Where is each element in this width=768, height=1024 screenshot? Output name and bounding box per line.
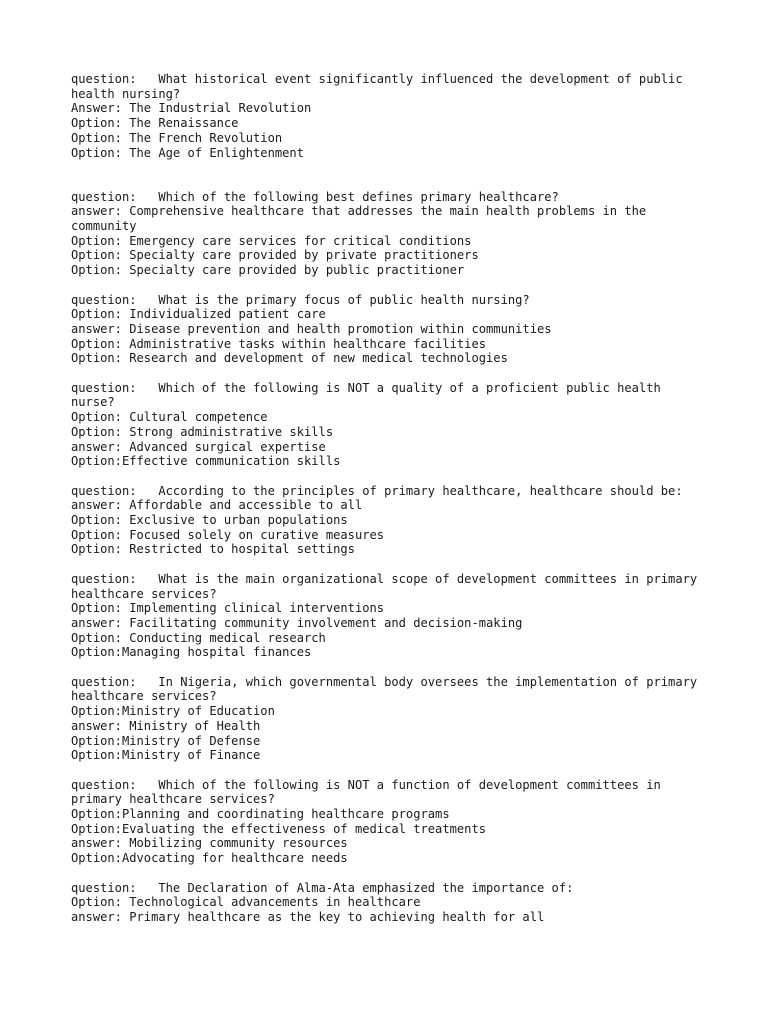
option-line: Option: Technological advancements in healthcare: [71, 895, 421, 910]
option-line: Option: Specialty care provided by private practitioners: [71, 248, 479, 263]
option-line: Option: Emergency care services for critical conditions: [71, 233, 472, 248]
answer-line: answer: Mobilizing community resources: [71, 836, 348, 851]
option-line: Option: Administrative tasks within healthcare facilities: [71, 336, 487, 351]
option-line: Option: Restricted to hospital settings: [71, 542, 355, 557]
option-line: Option: Cultural competence: [71, 410, 268, 425]
option-line: Option: Exclusive to urban populations: [71, 513, 348, 528]
question-block: [71, 381, 711, 469]
answer-line: answer: Comprehensive healthcare that addresses the main health problems in the community: [71, 204, 654, 234]
option-line: Option:Ministry of Education: [71, 704, 275, 719]
option-line: Option: The French Revolution: [71, 130, 283, 145]
question-line: question: What historical event significantly influenced the development of public health nursing?: [71, 72, 690, 101]
option-line: Option: The Renaissance: [71, 116, 239, 131]
answer-line: answer: Primary healthcare as the key to achieving health for all: [71, 909, 545, 924]
option-line: Option: Individualized patient care: [71, 307, 326, 322]
question-block: [71, 675, 711, 763]
question-block: [71, 881, 711, 925]
question-line: question: Which of the following is NOT a quality of a proficient public health nurse?: [71, 380, 669, 410]
question-block: [71, 484, 711, 558]
option-line: Option:Ministry of Finance: [71, 748, 261, 763]
option-line: Option:Managing hospital finances: [71, 645, 312, 660]
option-line: Option:Evaluating the effectiveness of medical treatments: [71, 821, 487, 836]
option-line: Option:Advocating for healthcare needs: [71, 851, 348, 866]
answer-line: answer: Affordable and accessible to all: [71, 498, 363, 513]
option-line: Option: Strong administrative skills: [71, 424, 334, 439]
question-block: [71, 778, 711, 866]
option-line: Option: Research and development of new medical technologies: [71, 351, 508, 366]
question-line: question: In Nigeria, which governmental body oversees the implementation of primary healthcare services?: [71, 674, 705, 704]
question-block: [71, 572, 711, 660]
question-line: question: According to the principles of primary healthcare, healthcare should be:: [71, 483, 683, 498]
option-line: Option: The Age of Enlightenment: [71, 145, 304, 160]
question-block: [71, 72, 711, 160]
document-body: [71, 72, 711, 939]
answer-line: answer: Ministry of Health: [71, 718, 261, 733]
option-line: Option:Planning and coordinating healthcare programs: [71, 807, 450, 822]
option-line: Option: Specialty care provided by public practitioner: [71, 263, 465, 278]
option-line: Option: Focused solely on curative measures: [71, 527, 385, 542]
question-line: question: What is the primary focus of public health nursing?: [71, 292, 530, 307]
question-line: question: What is the main organizational scope of development committees in primary healthcare services?: [71, 571, 705, 601]
option-line: Option: Implementing clinical interventions: [71, 601, 385, 616]
question-block: [71, 293, 711, 367]
option-line: Option:Ministry of Defense: [71, 733, 261, 748]
answer-line: answer: Disease prevention and health promotion within communities: [71, 321, 552, 336]
question-line: question: Which of the following best defines primary healthcare?: [71, 189, 559, 204]
answer-line: answer: Advanced surgical expertise: [71, 439, 326, 454]
answer-line: Answer: The Industrial Revolution: [71, 101, 312, 116]
option-line: Option: Conducting medical research: [71, 630, 326, 645]
question-line: question: The Declaration of Alma-Ata emphasized the importance of:: [71, 880, 574, 895]
question-block: [71, 190, 711, 278]
question-line: question: Which of the following is NOT a function of development committees in primary healthcare services?: [71, 777, 669, 807]
answer-line: answer: Facilitating community involvement and decision-making: [71, 615, 523, 630]
option-line: Option:Effective communication skills: [71, 454, 341, 469]
